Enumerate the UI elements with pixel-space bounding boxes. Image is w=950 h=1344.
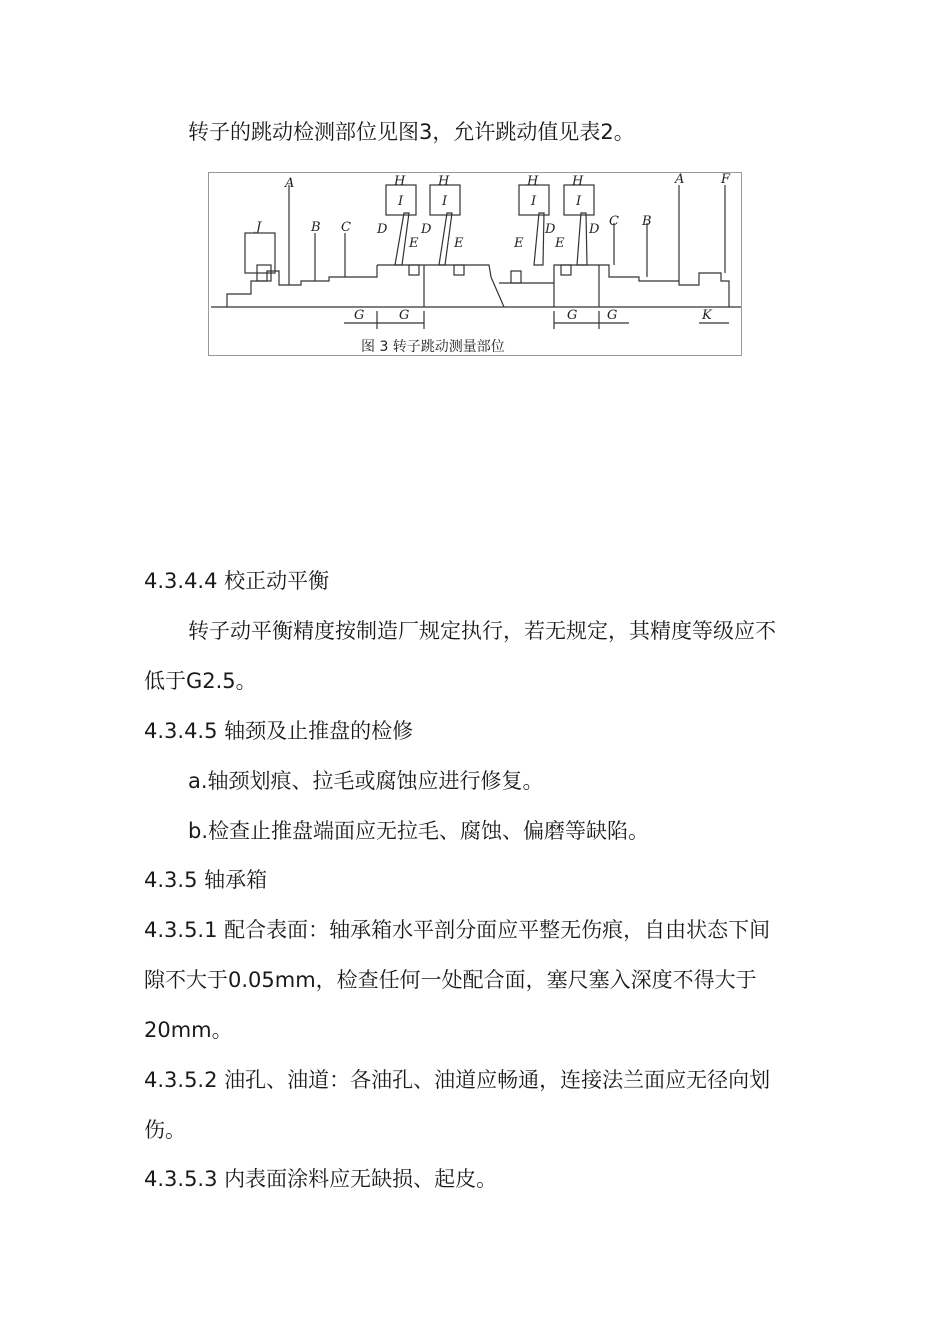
label-d-1: D [377,222,388,237]
label-d-2: D [421,222,432,237]
rotor-drawing [209,173,743,357]
label-d-3: D [545,222,556,237]
left-shaft-profile [227,265,377,307]
label-i-1: I [398,194,404,209]
heading-4-3-5: 4.3.5 轴承箱 [144,868,268,892]
impeller-blade-1 [395,213,409,265]
rotor-runout-figure [208,172,742,356]
heading-4-3-4-5: 4.3.4.5 轴颈及止推盘的检修 [144,719,414,743]
paragraph-4-3-5-2-line2: 伤。 [144,1118,186,1142]
right-shaft-profile [499,265,729,307]
paragraph-4-3-5-1-line2: 隙不大于0.05mm，检查任何一处配合面，塞尺塞入深度不得大于 [144,968,757,992]
label-h-4: H [572,174,584,189]
intro-text: 转子的跳动检测部位见图3，允许跳动值见表2。 [188,120,635,144]
list-item-a: a.轴颈划痕、拉毛或腐蚀应进行修复。 [188,769,544,793]
label-c-left: C [341,220,351,235]
list-item-b: b.检查止推盘端面应无拉毛、腐蚀、偏磨等缺陷。 [188,819,650,843]
label-e-3: E [514,236,524,251]
paragraph-4-3-5-2-line1: 4.3.5.2 油孔、油道：各油孔、油道应畅通，连接法兰面应无径向划 [144,1068,771,1092]
label-i-2: I [442,194,448,209]
label-i-3: I [531,194,537,209]
impeller-blade-2 [439,213,452,265]
label-a-right: A [675,173,685,187]
label-f: F [721,173,731,187]
impeller-body [377,265,504,307]
label-e-4: E [555,236,565,251]
heading-4-3-4-4: 4.3.4.4 校正动平衡 [144,569,330,593]
label-b-right: B [642,214,652,229]
label-d-4: D [589,222,600,237]
paragraph-balance-line1: 转子动平衡精度按制造厂规定执行，若无规定，其精度等级应不 [188,619,776,643]
label-g-3: G [567,308,578,323]
label-g-1: G [354,308,365,323]
label-h-1: H [394,174,406,189]
label-h-2: H [438,174,450,189]
impeller-blade-4 [577,213,587,265]
label-e-1: E [409,236,419,251]
paragraph-balance-line2: 低于G2.5。 [144,669,257,693]
label-e-2: E [454,236,464,251]
label-a-left: A [285,176,295,191]
label-k: K [702,308,712,323]
label-c-right: C [609,214,619,229]
impeller-blade-3 [534,213,544,265]
label-g-4: G [607,308,618,323]
figure-caption: 图 3 转子跳动测量部位 [361,339,505,355]
paragraph-4-3-5-3: 4.3.5.3 内表面涂料应无缺损、起皮。 [144,1167,498,1191]
label-b-left: B [311,220,321,235]
label-g-2: G [399,308,410,323]
paragraph-4-3-5-1-line1: 4.3.5.1 配合表面：轴承箱水平剖分面应平整无伤痕，自由状态下间 [144,918,771,942]
paragraph-4-3-5-1-line3: 20mm。 [144,1018,233,1042]
label-h-3: H [527,174,539,189]
label-i-4: I [576,194,582,209]
label-j: J [256,220,262,235]
